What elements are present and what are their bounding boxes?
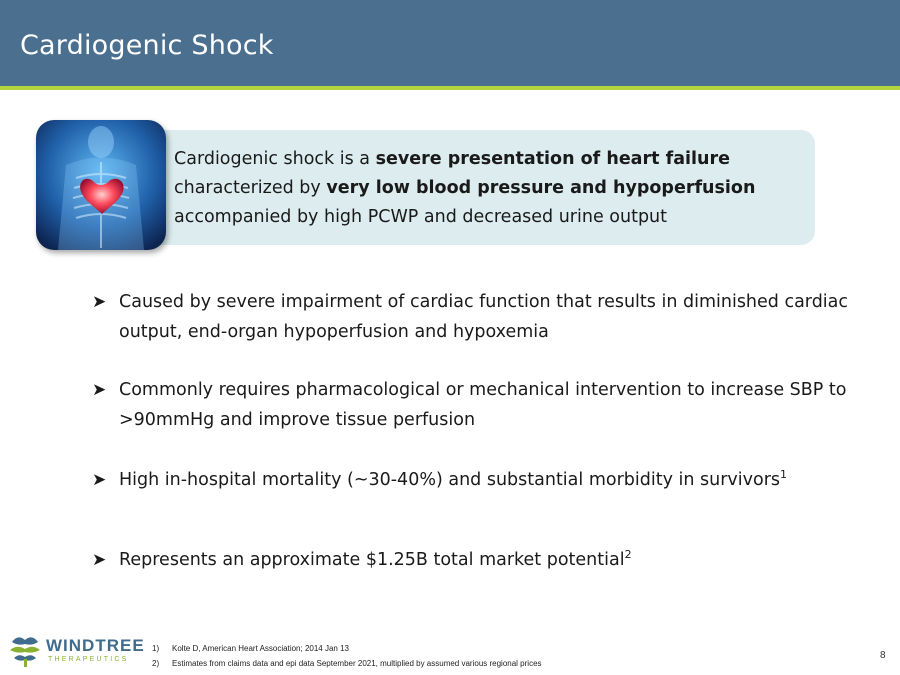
callout-part-bold: very low blood pressure and hypoperfusion bbox=[326, 178, 756, 198]
bullet-text-body: High in-hospital mortality (~30-40%) and substantial morbidity in survivors bbox=[119, 470, 781, 490]
slide-title: Cardiogenic Shock bbox=[20, 30, 274, 61]
definition-text bbox=[174, 145, 814, 232]
bullet-text: Caused by severe impairment of cardiac function that results in diminished cardiac output, end-organ hypoperfusion and hypoxemia bbox=[119, 292, 849, 342]
references bbox=[152, 641, 752, 671]
reference-item bbox=[152, 656, 752, 671]
callout-part: characterized by bbox=[174, 178, 327, 198]
reference-number: 1) bbox=[152, 644, 160, 653]
callout-part-bold: severe presentation of heart failure bbox=[375, 149, 730, 169]
page-number: 8 bbox=[880, 650, 886, 661]
bullet-text bbox=[119, 465, 849, 495]
arrow-bullet-icon: ➤ bbox=[92, 292, 107, 312]
windtree-logo bbox=[8, 632, 148, 670]
reference-text: Estimates from claims data and epi data September 2021, multiplied by assumed various regional prices bbox=[172, 659, 542, 668]
header-accent-line bbox=[0, 86, 900, 90]
footnote-marker: 2 bbox=[624, 548, 632, 562]
logo-subtitle: THERAPEUTICS bbox=[48, 656, 129, 663]
logo-name: WINDTREE bbox=[46, 636, 145, 655]
arrow-bullet-icon: ➤ bbox=[92, 380, 107, 400]
windtree-logo-icon bbox=[8, 632, 42, 668]
arrow-bullet-icon: ➤ bbox=[92, 470, 107, 490]
reference-number: 2) bbox=[152, 659, 160, 668]
bullet-text bbox=[119, 545, 849, 575]
callout-part: Cardiogenic shock is a bbox=[174, 149, 376, 169]
reference-text: Kolte D, American Heart Association; 2014 Jan 13 bbox=[172, 644, 349, 653]
reference-item bbox=[152, 641, 752, 656]
heart-anatomy-icon bbox=[36, 120, 166, 250]
bullet-text: Commonly requires pharmacological or mechanical intervention to increase SBP to >90mmHg and improve tissue perfusion bbox=[119, 380, 847, 430]
arrow-bullet-icon: ➤ bbox=[92, 550, 107, 570]
bullet-text-body: Represents an approximate $1.25B total market potential bbox=[119, 550, 625, 570]
footnote-marker: 1 bbox=[780, 468, 788, 482]
callout-part: accompanied by high PCWP and decreased urine output bbox=[174, 207, 668, 227]
slide-header bbox=[0, 0, 900, 86]
